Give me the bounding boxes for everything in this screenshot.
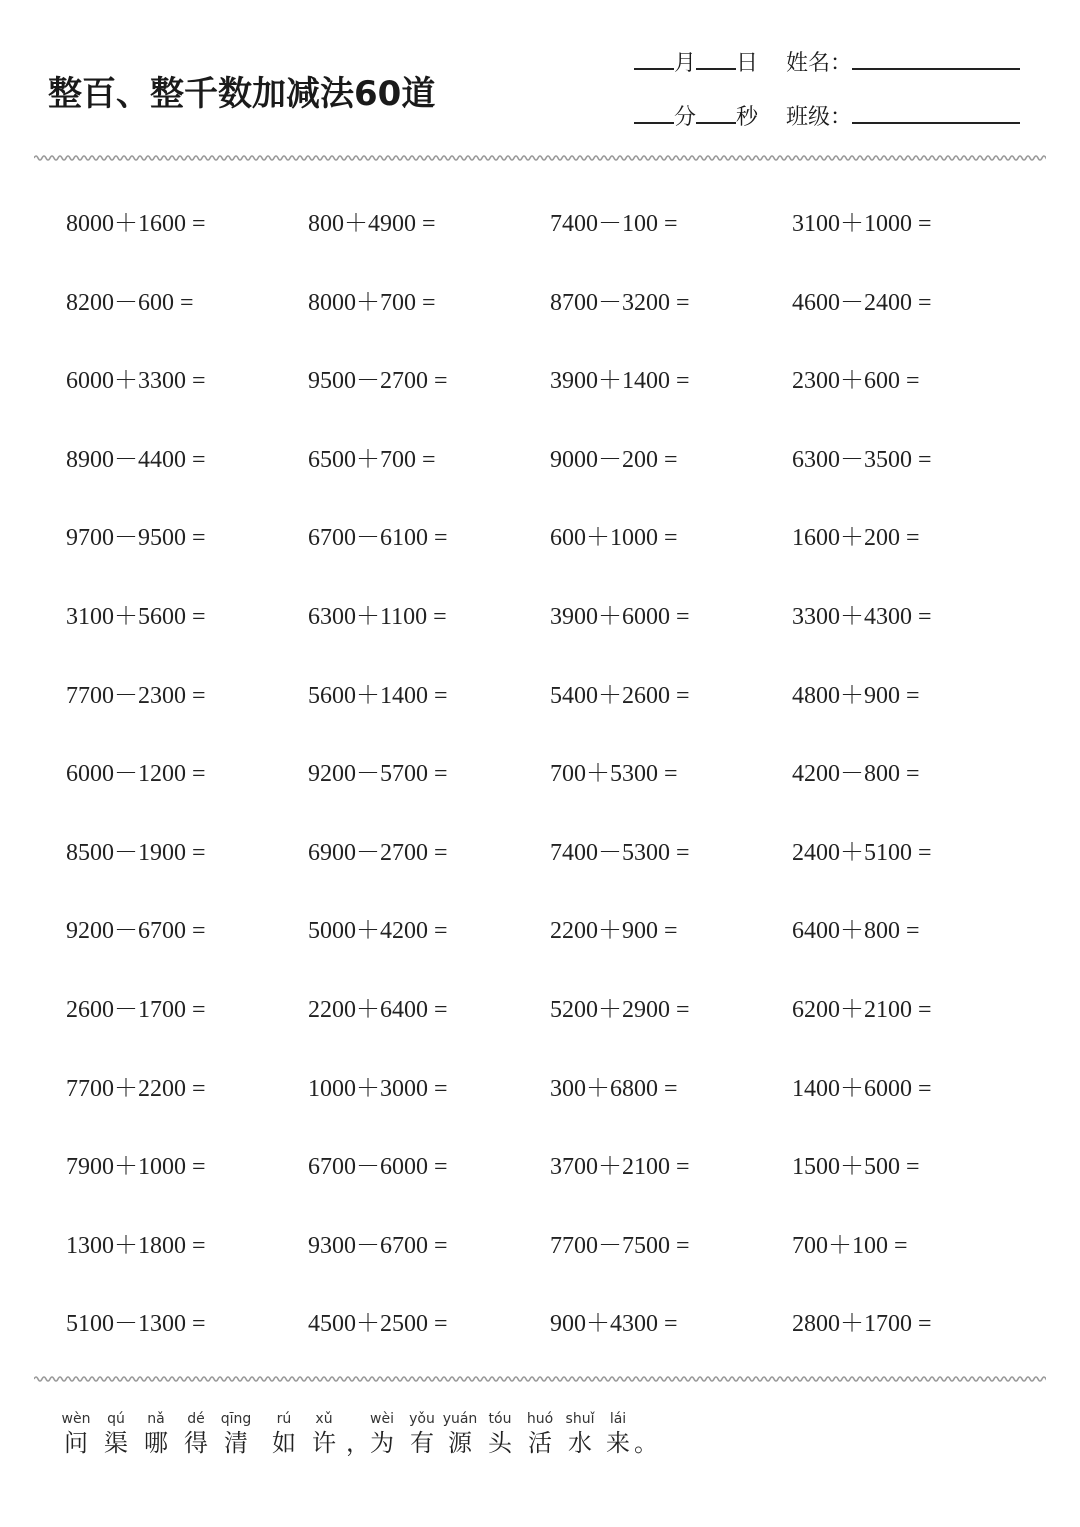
- problem-item: 7400－5300 =: [550, 839, 690, 866]
- minute-blank[interactable]: [634, 102, 674, 124]
- problem-item: 300＋6800 =: [550, 1075, 678, 1102]
- month-label: 月: [674, 51, 697, 76]
- problem-item: 7400－100 =: [550, 211, 678, 237]
- problem-item: 1300＋1800 =: [66, 1232, 206, 1259]
- problem-item: 5000＋4200 =: [308, 918, 448, 945]
- pinyin: yuán: [442, 1411, 478, 1427]
- hanzi: 。: [634, 1429, 658, 1457]
- problem-item: 2800＋1700 =: [792, 1311, 932, 1338]
- pinyin: shuǐ: [565, 1411, 595, 1427]
- problem-item: 9200－6700 =: [66, 918, 206, 945]
- problem-item: 2400＋5100 =: [792, 839, 932, 866]
- page-title: 整百、整千数加减法60道: [48, 74, 436, 114]
- problem-item: 2600－1700 =: [66, 996, 206, 1023]
- problem-item: 900＋4300 =: [550, 1311, 678, 1338]
- poem-syllable: [560, 1410, 600, 1458]
- problem-item: 9200－5700 =: [308, 761, 448, 788]
- problem-item: 1400＋6000 =: [792, 1075, 932, 1102]
- problem-item: 7700－7500 =: [550, 1232, 690, 1259]
- problem-item: 2300＋600 =: [792, 368, 920, 395]
- class-blank[interactable]: [852, 102, 1020, 124]
- hanzi: 清: [224, 1429, 248, 1457]
- problem-item: 4500＋2500 =: [308, 1311, 448, 1338]
- poem-syllable: [96, 1410, 136, 1458]
- problem-item: 3100＋1000 =: [792, 211, 932, 237]
- hanzi: 活: [528, 1429, 552, 1457]
- problem-item: 4200－800 =: [792, 761, 920, 788]
- problem-item: 8200－600 =: [66, 289, 194, 316]
- problem-item: 1000＋3000 =: [308, 1075, 448, 1102]
- problem-item: 5100－1300 =: [66, 1311, 206, 1338]
- problem-item: 8900－4400 =: [66, 446, 206, 473]
- second-label: 秒: [736, 105, 759, 130]
- problem-item: 9000－200 =: [550, 446, 678, 473]
- hanzi: 如: [272, 1429, 296, 1457]
- hanzi: 哪: [144, 1429, 168, 1457]
- problem-item: 3700＋2100 =: [550, 1154, 690, 1181]
- pinyin: xǔ: [315, 1411, 333, 1427]
- poem-syllable: [440, 1410, 480, 1458]
- problem-item: 2200＋900 =: [550, 918, 678, 945]
- poem-syllable: [56, 1410, 96, 1458]
- problem-grid: [66, 200, 1034, 1379]
- hanzi: ，: [346, 1429, 370, 1457]
- day-blank[interactable]: [696, 48, 736, 70]
- wavy-divider-bottom: [34, 1374, 1046, 1384]
- problem-item: 6700－6100 =: [308, 525, 448, 552]
- poem-syllable: [402, 1410, 442, 1458]
- problem-item: 5600＋1400 =: [308, 682, 448, 709]
- pinyin: tóu: [488, 1411, 512, 1427]
- pinyin: wèi: [370, 1411, 394, 1427]
- hanzi: 许: [312, 1429, 336, 1457]
- poem-syllable: [264, 1410, 304, 1458]
- problem-item: 5200＋2900 =: [550, 996, 690, 1023]
- problem-item: 2200＋6400 =: [308, 996, 448, 1023]
- minute-label: 分: [674, 105, 697, 130]
- pinyin: nǎ: [147, 1411, 165, 1427]
- time-fields: [634, 100, 758, 131]
- pinyin: yǒu: [409, 1411, 435, 1427]
- pinyin: wèn: [61, 1411, 91, 1427]
- hanzi: 头: [488, 1429, 512, 1457]
- pinyin: lái: [609, 1411, 627, 1427]
- problem-item: 1600＋200 =: [792, 525, 920, 552]
- problem-item: 3300＋4300 =: [792, 603, 932, 630]
- hanzi: 渠: [104, 1429, 128, 1457]
- class-field: [786, 100, 1020, 131]
- poem-syllable: [480, 1410, 520, 1458]
- day-label: 日: [736, 51, 759, 76]
- pinyin: rú: [276, 1411, 292, 1427]
- hanzi: 来: [606, 1429, 630, 1457]
- problem-item: 800＋4900 =: [308, 211, 436, 237]
- class-label: 班级：: [786, 105, 853, 130]
- hanzi: 水: [568, 1429, 592, 1457]
- problem-item: 9300－6700 =: [308, 1232, 448, 1259]
- problem-item: 8000＋1600 =: [66, 211, 206, 237]
- poem-syllable: [362, 1410, 402, 1458]
- name-label: 姓名：: [786, 51, 853, 76]
- hanzi: 源: [448, 1429, 472, 1457]
- hanzi: 有: [410, 1429, 434, 1457]
- problem-item: 600＋1000 =: [550, 525, 678, 552]
- problem-item: 4600－2400 =: [792, 289, 932, 316]
- problem-item: 6000＋3300 =: [66, 368, 206, 395]
- problem-item: 700＋100 =: [792, 1232, 908, 1259]
- poem-syllable: [136, 1410, 176, 1458]
- month-blank[interactable]: [634, 48, 674, 70]
- poem-syllable: [176, 1410, 216, 1458]
- pinyin: dé: [187, 1411, 205, 1427]
- name-blank[interactable]: [852, 48, 1020, 70]
- problem-item: 700＋5300 =: [550, 761, 678, 788]
- hanzi: 得: [184, 1429, 208, 1457]
- poem-syllable: [216, 1410, 256, 1458]
- problem-item: 6200＋2100 =: [792, 996, 932, 1023]
- problem-item: 9500－2700 =: [308, 368, 448, 395]
- hanzi: 为: [370, 1429, 394, 1457]
- problem-item: 6400＋800 =: [792, 918, 920, 945]
- problem-item: 9700－9500 =: [66, 525, 206, 552]
- pinyin: qīng: [220, 1411, 252, 1427]
- second-blank[interactable]: [696, 102, 736, 124]
- problem-item: 6300＋1100 =: [308, 603, 447, 630]
- problem-item: 3900＋6000 =: [550, 603, 690, 630]
- problem-item: 8700－3200 =: [550, 289, 690, 316]
- problem-item: 7700＋2200 =: [66, 1075, 206, 1102]
- name-field: [786, 46, 1020, 77]
- problem-item: 6000－1200 =: [66, 761, 206, 788]
- problem-item: 3100＋5600 =: [66, 603, 206, 630]
- problem-item: 7700－2300 =: [66, 682, 206, 709]
- wavy-divider-top: [34, 153, 1046, 163]
- pinyin: qú: [107, 1411, 125, 1427]
- problem-item: 4800＋900 =: [792, 682, 920, 709]
- date-fields: [634, 46, 758, 77]
- problem-item: 3900＋1400 =: [550, 368, 690, 395]
- poem-syllable: [520, 1410, 560, 1458]
- problem-item: 6900－2700 =: [308, 839, 448, 866]
- problem-item: 6500＋700 =: [308, 446, 436, 473]
- problem-item: 1500＋500 =: [792, 1154, 920, 1181]
- problem-item: 7900＋1000 =: [66, 1154, 206, 1181]
- pinyin: huó: [526, 1411, 554, 1427]
- problem-item: 8000＋700 =: [308, 289, 436, 316]
- problem-item: 6700－6000 =: [308, 1154, 448, 1181]
- hanzi: 问: [64, 1429, 88, 1457]
- problem-item: 5400＋2600 =: [550, 682, 690, 709]
- problem-item: 6300－3500 =: [792, 446, 932, 473]
- poem-syllable: [626, 1410, 666, 1458]
- pinyin: [626, 1410, 666, 1428]
- poem-line: [56, 1410, 756, 1470]
- problem-item: 8500－1900 =: [66, 839, 206, 866]
